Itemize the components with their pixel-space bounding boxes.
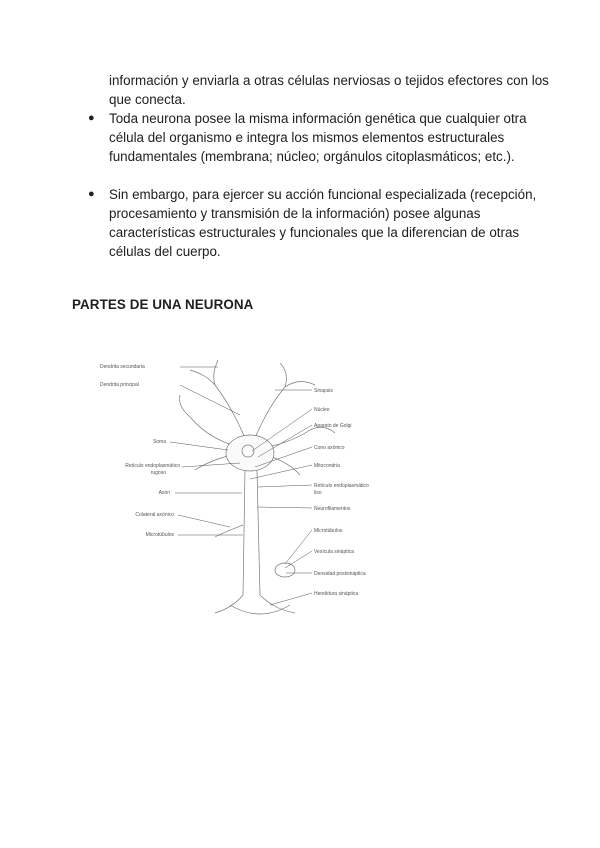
figure-label: Aparato de Golgi	[314, 423, 352, 429]
neuron-drawing	[179, 360, 335, 614]
figure-label: Hendidura sináptica	[314, 591, 359, 597]
figure-label: Dendrita secundaria	[100, 364, 145, 370]
figure-label: Dendrita principal	[100, 382, 139, 388]
figure-label: Retículo endoplasmático	[125, 463, 180, 469]
figure-label: Vesícula sináptica	[314, 549, 355, 555]
figure-label: Densidad postsináptica	[314, 571, 366, 577]
figure-label: rugoso	[150, 470, 166, 476]
bullet-text: Sin embargo, para ejercer su acción funcional especializada (recepción, procesamiento y transmisión de la información) posee algunas características estructurales y funcionales que la diferencian de otras células del cuerpo.	[109, 187, 537, 259]
figure-label: Núcleo	[314, 407, 330, 413]
bullet-text: Toda neurona posee la misma información genética que cualquier otra célula del organismo e integra los mismos elementos estructurales fundamentales (membrana; núcleo; orgánulos citoplasmáticos; etc.).	[109, 111, 527, 164]
bullet-icon: ●	[88, 188, 95, 200]
figure-label: Colateral axónico	[135, 512, 174, 518]
neuron-diagram	[100, 355, 400, 635]
paragraph-continuation: información y enviarla a otras células nerviosas o tejidos efectores con los que conecta.	[109, 73, 549, 107]
left-labels	[100, 364, 180, 538]
figure-label: Axón	[158, 490, 170, 496]
section-heading: PARTES DE UNA NEURONA	[72, 297, 254, 312]
figure-label: Mitocondria	[314, 463, 340, 469]
figure-label: liso	[314, 490, 322, 496]
figure-label: Retículo endoplasmático	[314, 483, 369, 489]
figure-label: Microtúbulos	[145, 532, 174, 538]
figure-label: Microtúbulos	[314, 528, 343, 534]
figure-label: Sinapsis	[314, 388, 333, 394]
bullet-icon: ●	[88, 112, 95, 124]
figure-label: Neurofilamentos	[314, 506, 351, 512]
figure-label: Cono axónico	[314, 445, 345, 451]
right-labels	[314, 388, 369, 597]
figure-label: Soma	[152, 439, 166, 445]
